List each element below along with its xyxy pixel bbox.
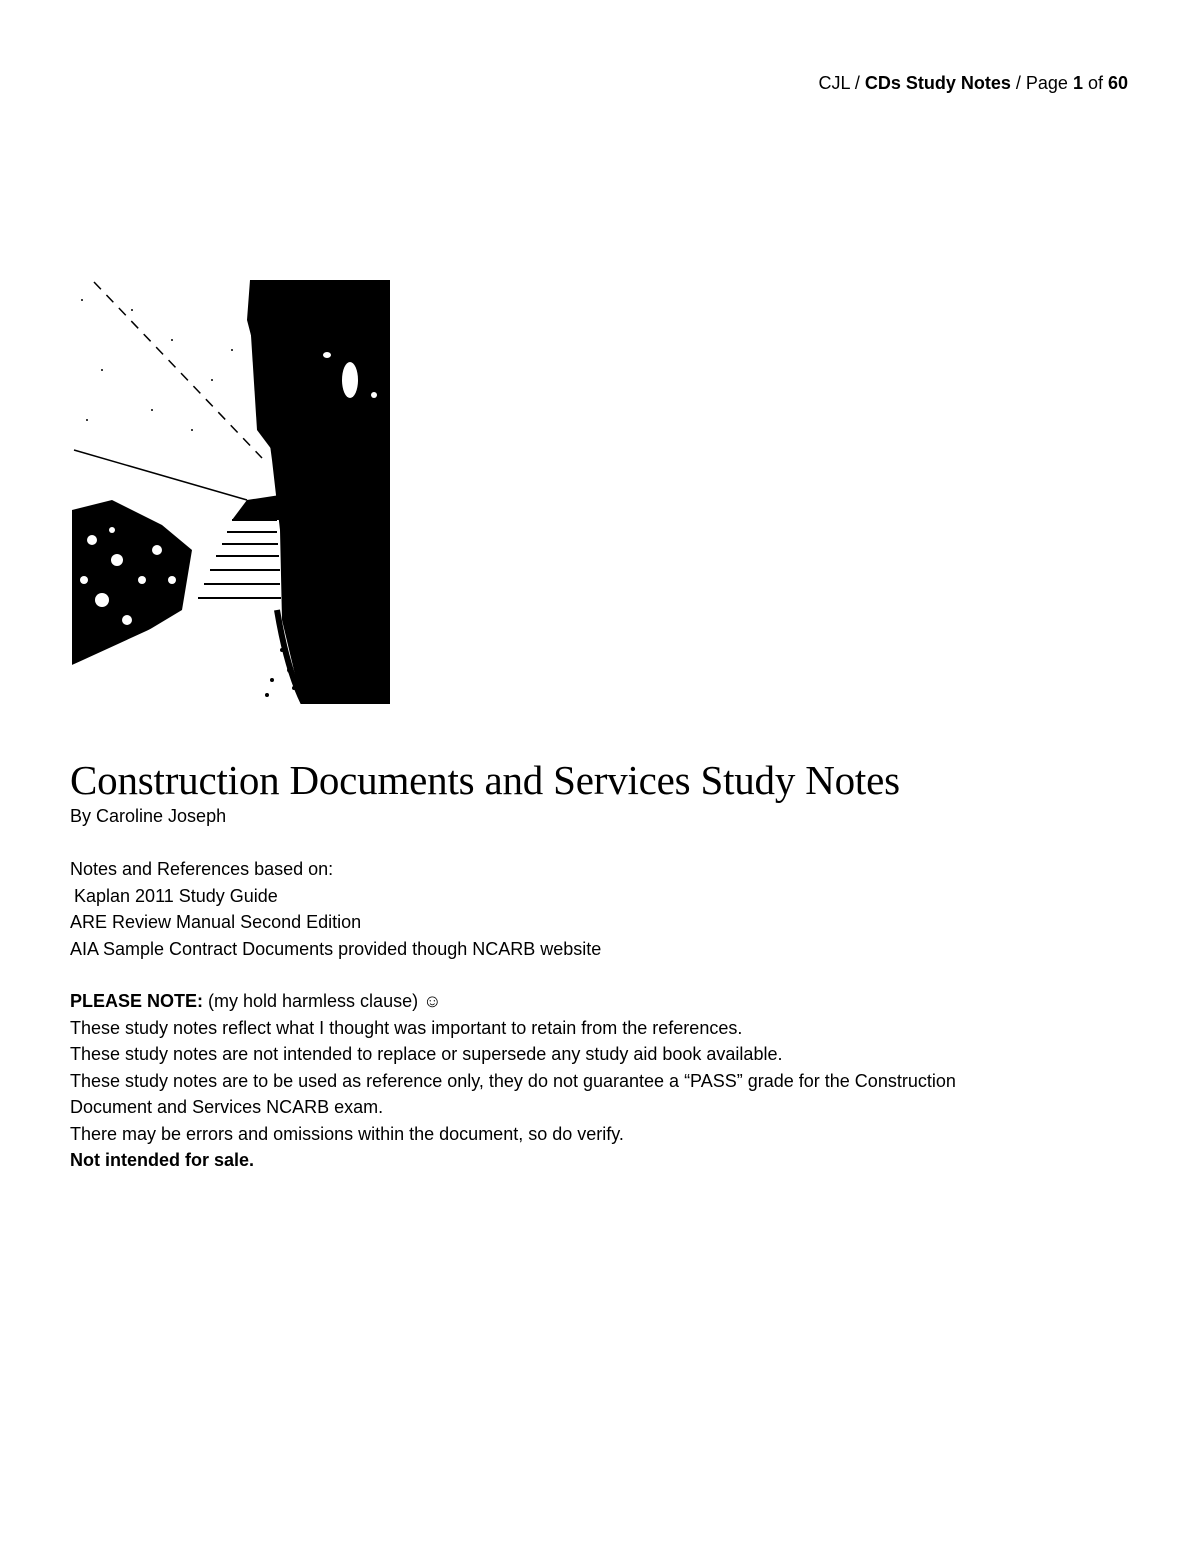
header-prefix: CJL / bbox=[818, 73, 865, 93]
reference-item: ARE Review Manual Second Edition bbox=[70, 912, 362, 932]
header-doc-title: CDs Study Notes bbox=[864, 73, 1011, 93]
disclaimer-final bbox=[70, 1147, 956, 1174]
document-title: Construction Documents and Services Study Notes bbox=[70, 757, 900, 803]
disclaimer-line: There may be errors and omissions within the document, so do verify. bbox=[70, 1123, 624, 1144]
references-list bbox=[70, 856, 601, 962]
disclaimer-label: PLEASE NOTE: bbox=[70, 991, 204, 1011]
disclaimer-line: These study notes are to be used as reference only, they do not guarantee a “PASS” grade for the Construction bbox=[70, 1070, 956, 1091]
page-header bbox=[819, 73, 1129, 94]
disclaimer-heading bbox=[70, 988, 956, 1015]
references-heading: Notes and References based on: bbox=[70, 859, 334, 879]
reference-item: Kaplan 2011 Study Guide bbox=[74, 885, 278, 906]
disclaimer-label-suffix: (my hold harmless clause) ☺ bbox=[203, 991, 442, 1011]
staircase-photo bbox=[72, 280, 390, 704]
header-page-total: 60 bbox=[1107, 73, 1128, 93]
header-of: of bbox=[1082, 73, 1108, 93]
author-byline: By Caroline Joseph bbox=[70, 806, 227, 826]
not-for-sale-text: Not intended for sale. bbox=[70, 1150, 255, 1170]
disclaimer-line: These study notes are not intended to replace or supersede any study aid book available. bbox=[70, 1044, 783, 1064]
header-page-current: 1 bbox=[1072, 73, 1083, 93]
disclaimer-section bbox=[70, 988, 956, 1174]
disclaimer-line: Document and Services NCARB exam. bbox=[70, 1097, 384, 1117]
disclaimer-line: These study notes reflect what I thought was important to retain from the references. bbox=[70, 1017, 743, 1038]
header-page-label: / Page bbox=[1010, 73, 1073, 93]
reference-item: AIA Sample Contract Documents provided though NCARB website bbox=[70, 938, 602, 959]
